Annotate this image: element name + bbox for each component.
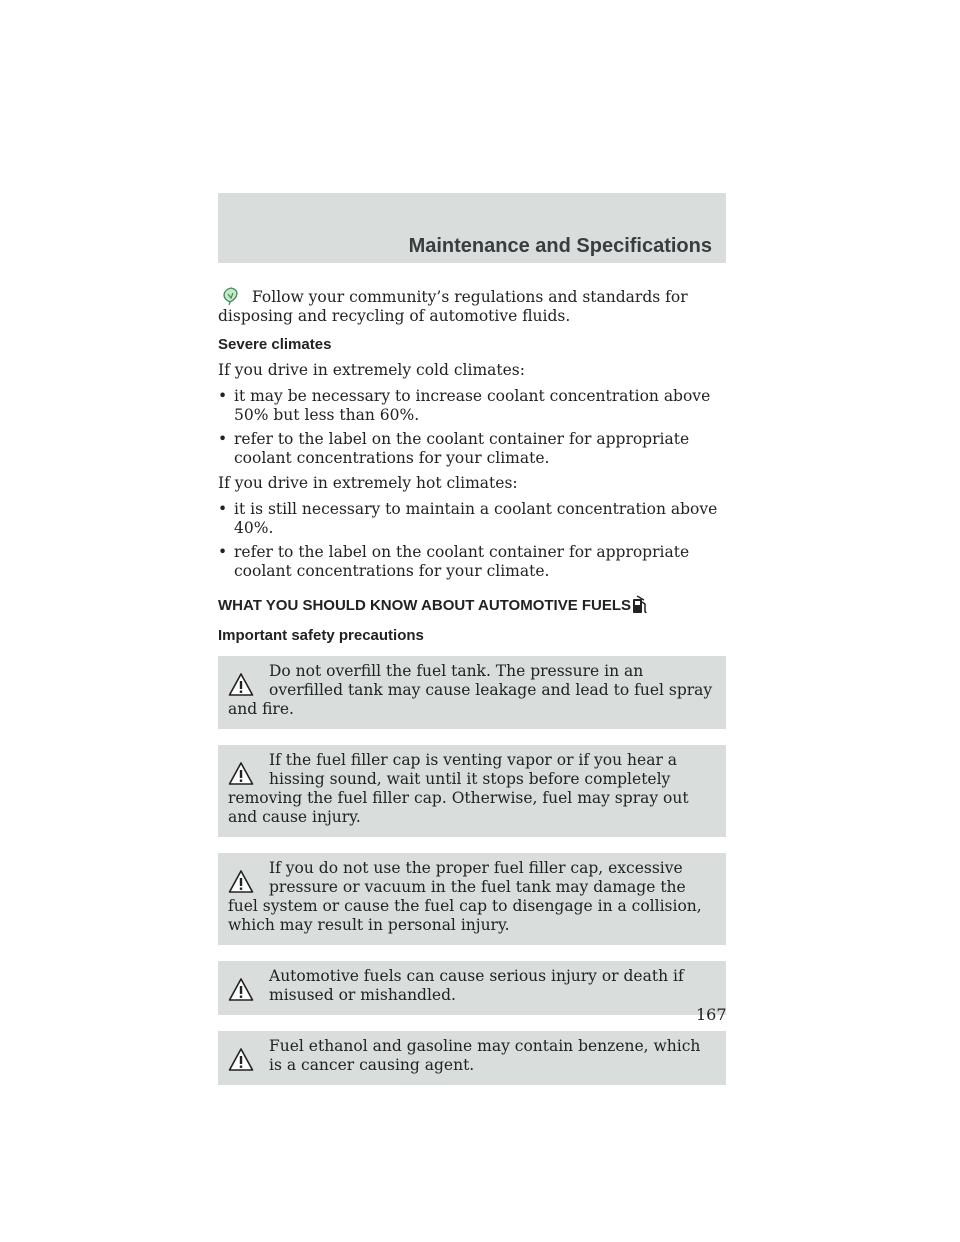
warning-text: If you do not use the proper fuel filler cap, excessive pressure or vacuum in the fuel tank may damage the fuel system or cause the fuel cap to disengage in a collision, which may result in personal injury.: [228, 859, 702, 934]
recycle-leaf-icon: [218, 286, 244, 306]
bullet-icon: •: [218, 543, 228, 561]
severe-climates-heading: Severe climates: [218, 336, 332, 353]
warning-text: Fuel ethanol and gasoline may contain benzene, which is a cancer causing agent.: [269, 1037, 701, 1074]
list-item-text: refer to the label on the coolant container for appropriate coolant concentrations for your climate.: [234, 430, 690, 467]
safety-subheading: Important safety precautions: [218, 627, 424, 644]
fuel-pump-icon: [632, 595, 648, 615]
bullet-icon: •: [218, 430, 228, 448]
bullet-icon: •: [218, 387, 228, 405]
warning-box: [218, 961, 726, 1015]
warning-text: If the fuel filler cap is venting vapor or if you hear a hissing sound, wait until it stops before completely removing the fuel filler cap. Otherwise, fuel may spray out and cause injury.: [228, 751, 689, 826]
hot-intro: If you drive in extremely hot climates:: [218, 474, 518, 492]
warning-triangle-icon: [228, 869, 254, 895]
recycling-text: Follow your community’s regulations and standards for disposing and recycling of automotive fluids.: [218, 288, 688, 325]
list-item: [218, 430, 726, 468]
section-title: Maintenance and Specifications: [408, 235, 712, 257]
page-number: 167: [696, 1005, 727, 1024]
list-item: [218, 387, 726, 425]
warning-text: Automotive fuels can cause serious injury or death if misused or mishandled.: [269, 967, 684, 1004]
bullet-icon: •: [218, 500, 228, 518]
warning-text: Do not overfill the fuel tank. The pressure in an overfilled tank may cause leakage and lead to fuel spray and fire.: [228, 662, 713, 718]
list-item-text: refer to the label on the coolant container for appropriate coolant concentrations for your climate.: [234, 543, 690, 580]
list-item: [218, 500, 726, 538]
warning-triangle-icon: [228, 1047, 254, 1073]
section-header: [218, 193, 726, 263]
list-item-text: it is still necessary to maintain a coolant concentration above 40%.: [234, 500, 718, 537]
list-item: [218, 543, 726, 581]
fuels-heading: [218, 595, 726, 615]
warning-box: [218, 745, 726, 837]
warning-triangle-icon: [228, 761, 254, 787]
warning-box: [218, 1031, 726, 1085]
fuels-heading-text: WHAT YOU SHOULD KNOW ABOUT AUTOMOTIVE FUELS: [218, 596, 632, 614]
list-item-text: it may be necessary to increase coolant concentration above 50% but less than 60%.: [234, 387, 711, 424]
warning-box: [218, 853, 726, 945]
warning-triangle-icon: [228, 672, 254, 698]
recycling-note: [218, 286, 726, 326]
cold-intro: If you drive in extremely cold climates:: [218, 361, 525, 379]
page-content: [218, 286, 726, 1101]
warning-box: [218, 656, 726, 729]
warning-triangle-icon: [228, 977, 254, 1003]
